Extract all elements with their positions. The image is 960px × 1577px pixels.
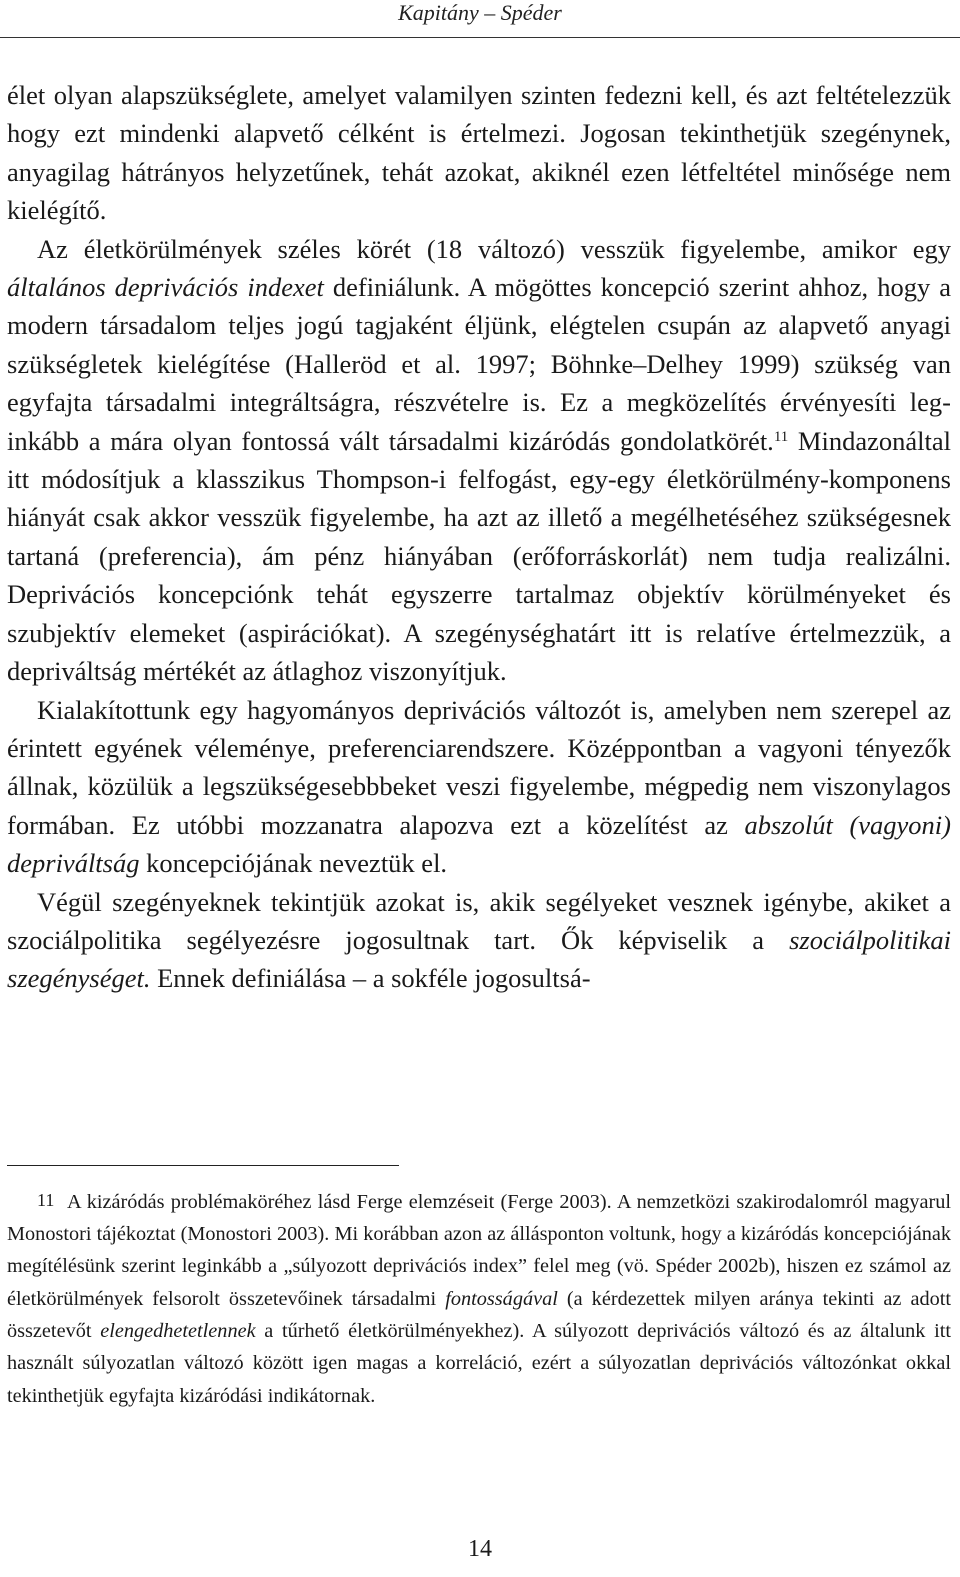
footnote-text-c: a tűrhető életkörülményekhez). A súlyozott deprivációs változó és az általunk itt használt súlyozatlan változó között igen magas a korreláció, ezért a súlyozatlan deprivációs változónkat okkal tekinthetjük egyfajta kizáródási indikátornak. — [7, 1319, 951, 1407]
paragraph-3-text-b: koncepciójának neveztük el. — [139, 848, 448, 879]
paragraph-4-text-b: Ennek definiálása – a sokféle jogosultsá- — [150, 963, 591, 994]
footnote-text-b: (a kérdezettek milyen aránya tekinti az adott összetevőt — [7, 1287, 951, 1342]
footnote-number: 11 — [37, 1190, 55, 1210]
paragraph-2-text-b: definiálunk. A mögöttes koncepció szerint ahhoz, hogy a modern társadalom teljes jogú tagjaként éljünk, elégtelen csupán az alapvető anyagi szükségletek kielégítése (Halleröd et al. 1997; Böhnke–Delhey 1999) szükség van egyfajta társadalmi integráltságra, részvételre is. Ez a megközelítés érvényesíti leginkább a mára olyan fontossá vált társadalmi kizáródás gondolatkörét. — [7, 272, 951, 456]
term-general-deprivation-index: általános deprivációs indexet — [7, 272, 324, 303]
paragraph-1-text: élet olyan alapszükséglete, amelyet valamilyen szinten fedezni kell, és azt feltételezzük hogy ezt mindenki alapvető célként is értelmezi. Jogosan tekinthetjük szegénynek, anyagilag hátrányos helyzetűnek, tehát azokat, akiknél ezen létfeltétel minősége nem kielégítő. — [7, 80, 951, 226]
running-title: Kapitány – Spéder — [398, 0, 562, 25]
paragraph-2 — [7, 230, 951, 691]
footnote-emphasis-importance: fontosságával — [445, 1287, 558, 1310]
paragraph-3-text-a: Kialakítottunk egy hagyományos deprivációs változót is, amelyben nem szerepel az érintett egyének véleménye, preferenciarendszere. Középpontban a vagyoni tényezők állnak, közülük a legszükségesebbbeket veszi figyelembe, mégpedig nem viszonylagos formában. Ez utóbbi mozzanatra alapozva ezt a közelítést az — [7, 694, 951, 840]
paragraph-2-text-a: Az életkörülmények széles körét (18 változó) vesszük figyelembe, amikor egy — [37, 233, 951, 264]
footnote-reference[interactable]: 11 — [773, 428, 789, 445]
paragraph-4-text-a: Végül szegényeknek tekintjük azokat is, akik segélyeket vesznek igénybe, akiket a szociálpolitika segélyezésre jogosultnak tart. Ők képviselik a — [7, 886, 951, 955]
footnote-emphasis-indispensable: elengedhetetlennek — [100, 1319, 256, 1342]
main-text — [7, 76, 951, 998]
footnotes — [7, 1184, 951, 1412]
footnote-11 — [7, 1184, 951, 1412]
footnote-text-a: A kizáródás problémaköréhez lásd Ferge elemzéseit (Ferge 2003). A nemzetközi szakirodalomról magyarul Monostori tájékoztat (Monostori 2003). Mi korábban azon az állásponton voltunk, hogy a kizáródás koncepciójának megítélésünk szerint leginkább a „súlyozott deprivációs index” felel meg (vö. Spéder 2002b), hiszen ez számol az életkörülmények felsorolt összetevőinek társadalmi — [7, 1190, 951, 1310]
paragraph-3 — [7, 691, 951, 883]
term-social-policy-poverty: szociálpolitikai szegénységet. — [7, 924, 951, 994]
footnote-separator — [7, 1165, 399, 1166]
paragraph-4 — [7, 883, 951, 998]
term-absolute-deprivation: abszolút (vagyoni) depriváltság — [7, 809, 951, 879]
running-header — [0, 0, 960, 38]
paragraph-2-text-c: Mindazonáltal itt módosítjuk a klasszikus Thompson-i felfogást, egy-egy életkörülmény-komponens hiányát csak akkor vesszük figyelembe, ha azt az illető a megélhetéséhez szükségesnek tartaná (preferencia), ám pénz hiányában (erőforráskorlát) nem tudja realizálni. Deprivációs koncepciónk tehát egyszerre tartalmaz objektív körülményeket és szubjektív elemeket (aspirációkat). A szegénységhatárt itt is relatíve értelmezzük, a depriváltság mértékét az átlaghoz viszonyítjuk. — [7, 425, 951, 687]
page-number: 14 — [468, 1536, 492, 1562]
paragraph-1 — [7, 76, 951, 230]
